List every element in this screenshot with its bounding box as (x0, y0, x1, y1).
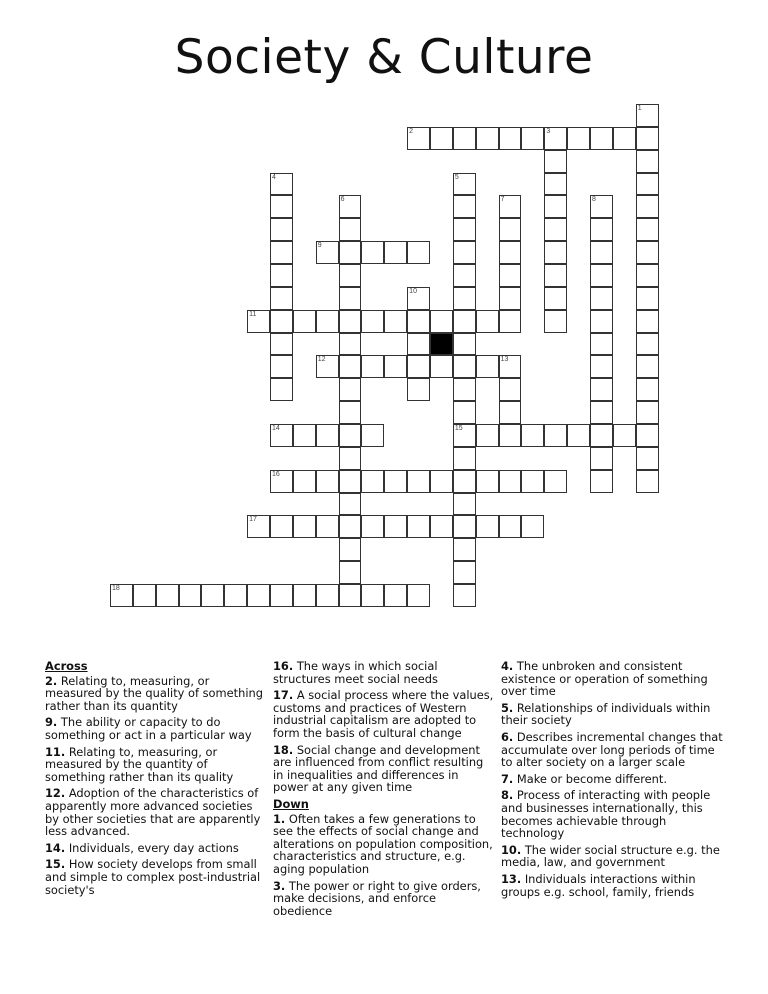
clue-number-label: 4 (272, 173, 276, 181)
grid-cell[interactable] (590, 127, 613, 150)
grid-cell[interactable] (499, 401, 522, 424)
grid-cell[interactable] (339, 287, 362, 310)
grid-cell[interactable] (407, 515, 430, 538)
grid-cell[interactable] (201, 584, 224, 607)
grid-cell[interactable] (453, 447, 476, 470)
clue-number: 8. (501, 788, 514, 803)
grid-cell[interactable] (316, 515, 339, 538)
clues-column-3 (501, 660, 723, 902)
grid-cell[interactable] (270, 173, 293, 196)
grid-cell[interactable] (453, 561, 476, 584)
grid-cell[interactable] (636, 287, 659, 310)
grid-cell[interactable] (339, 333, 362, 356)
grid-cell[interactable] (453, 401, 476, 424)
grid-cell[interactable] (499, 127, 522, 150)
grid-cell[interactable] (316, 310, 339, 333)
clues-column-1 (45, 660, 267, 900)
grid-cell[interactable] (384, 310, 407, 333)
clue-text: Social change and development are influenced from conflict resulting in inequalities and differences in power at any given time (273, 742, 484, 795)
clue-text: The unbroken and consistent existence or operation of something over time (501, 659, 708, 699)
clue-across-12 (45, 787, 267, 837)
grid-cell[interactable] (636, 218, 659, 241)
grid-cell[interactable] (270, 195, 293, 218)
clue-number-label: 12 (317, 356, 326, 364)
grid-cell[interactable] (453, 241, 476, 264)
grid-cell[interactable] (339, 355, 362, 378)
grid-cell[interactable] (499, 424, 522, 447)
clue-number: 10. (501, 842, 522, 857)
clue-text: Individuals interactions within groups e.g. school, family, friends (501, 871, 696, 899)
grid-cell[interactable] (179, 584, 202, 607)
clue-text: Make or become different. (516, 771, 667, 786)
grid-cell[interactable] (270, 310, 293, 333)
grid-cell[interactable] (430, 515, 453, 538)
grid-cell[interactable] (476, 310, 499, 333)
clue-down-5 (501, 702, 723, 727)
clue-number: 1. (273, 811, 286, 826)
grid-cell[interactable] (544, 150, 567, 173)
clue-number: 5. (501, 700, 514, 715)
grid-cell[interactable] (407, 310, 430, 333)
page-title: Society & Culture (174, 30, 594, 85)
grid-cell[interactable] (453, 470, 476, 493)
grid-cell[interactable] (316, 470, 339, 493)
grid-cell[interactable] (590, 378, 613, 401)
grid-cell[interactable] (407, 287, 430, 310)
clue-down-3 (273, 880, 495, 918)
grid-cell[interactable] (293, 584, 316, 607)
clue-number-label: 6 (340, 196, 345, 204)
grid-cell[interactable] (430, 127, 453, 150)
clue-number: 11. (45, 744, 66, 759)
clue-text: The ability or capacity to do something or act in a particular way (45, 715, 252, 742)
grid-cell[interactable] (339, 401, 362, 424)
clue-number-label: 16 (272, 470, 280, 478)
grid-cell[interactable] (453, 378, 476, 401)
clue-across-16 (273, 660, 495, 685)
grid-cell[interactable] (590, 447, 613, 470)
grid-cell[interactable] (613, 127, 636, 150)
grid-cell[interactable] (270, 218, 293, 241)
grid-cell[interactable] (339, 241, 362, 264)
clue-text: How society develops from small and simple to complex post-industrial society's (45, 857, 261, 897)
clue-text: Relating to, measuring, or measured by the quantity of something rather than its quality (45, 744, 234, 784)
grid-cell[interactable] (453, 538, 476, 561)
clue-text: Relating to, measuring, or measured by the quality of something rather than its quantity (45, 673, 263, 713)
grid-cell[interactable] (339, 264, 362, 287)
clue-text: Process of interacting with people and businesses internationally, this becomes achievable through technology (501, 788, 711, 841)
clue-number-label: 11 (249, 310, 257, 318)
grid-cell[interactable] (590, 310, 613, 333)
down-heading: Down (273, 796, 309, 811)
clue-number-label: 18 (112, 585, 120, 593)
grid-cell[interactable] (590, 218, 613, 241)
clue-number: 18. (273, 742, 294, 757)
grid-cell[interactable] (499, 218, 522, 241)
grid-cell[interactable] (339, 424, 362, 447)
clue-number-label: 17 (249, 516, 257, 524)
grid-cell[interactable] (544, 287, 567, 310)
grid-cell[interactable] (316, 584, 339, 607)
clue-number-label: 5 (454, 173, 459, 181)
clue-across-15 (45, 858, 267, 896)
grid-cell[interactable] (636, 447, 659, 470)
grid-cell[interactable] (430, 355, 453, 378)
clue-across-14 (45, 842, 267, 855)
clue-text: Describes incremental changes that accumulate over long periods of time to alter society on a larger scale (501, 729, 723, 770)
clue-across-9 (45, 716, 267, 741)
grid-cell[interactable] (590, 401, 613, 424)
grid-cell[interactable] (590, 287, 613, 310)
clue-text: The wider social structure e.g. the media, law, and government (501, 842, 720, 870)
grid-cell[interactable] (361, 241, 384, 264)
grid-cell[interactable] (636, 401, 659, 424)
clue-number: 17. (273, 688, 294, 703)
grid-cell[interactable] (476, 470, 499, 493)
grid-cell[interactable] (339, 515, 362, 538)
clue-number: 13. (501, 871, 522, 886)
grid-cell[interactable] (339, 470, 362, 493)
clue-across-17 (273, 689, 495, 739)
clue-number-label: 3 (546, 127, 551, 135)
clue-number: 2. (45, 673, 58, 688)
grid-cell[interactable] (453, 264, 476, 287)
grid-cell[interactable] (636, 470, 659, 493)
grid-cell[interactable] (499, 241, 522, 264)
grid-cell[interactable] (567, 127, 590, 150)
grid-cell[interactable] (453, 310, 476, 333)
clue-number: 3. (273, 878, 286, 893)
grid-cell[interactable] (636, 173, 659, 196)
clue-number: 6. (501, 729, 514, 744)
grid-cell[interactable] (636, 150, 659, 173)
grid-cell[interactable] (339, 584, 362, 607)
grid-cell[interactable] (544, 470, 567, 493)
grid-cell[interactable] (293, 310, 316, 333)
grid-cell[interactable] (499, 378, 522, 401)
grid-cell[interactable] (384, 470, 407, 493)
grid-cell[interactable] (544, 264, 567, 287)
grid-cell[interactable] (544, 218, 567, 241)
grid-cell[interactable] (247, 310, 270, 333)
grid-cell[interactable] (270, 584, 293, 607)
grid-cell[interactable] (384, 241, 407, 264)
clue-down-4 (501, 660, 723, 698)
clue-number-label: 13 (500, 356, 509, 364)
clue-down-7 (501, 773, 723, 786)
clue-down-10 (501, 844, 723, 869)
clue-number: 4. (501, 659, 514, 673)
grid-cell[interactable] (544, 173, 567, 196)
grid-cell[interactable] (270, 515, 293, 538)
grid-cell[interactable] (590, 264, 613, 287)
grid-cell[interactable] (636, 195, 659, 218)
grid-cell[interactable] (476, 127, 499, 150)
grid-cell[interactable] (476, 515, 499, 538)
grid-cell[interactable] (270, 264, 293, 287)
grid-cell[interactable] (567, 424, 590, 447)
grid-cell[interactable] (590, 241, 613, 264)
grid-cell[interactable] (339, 493, 362, 516)
grid-cell[interactable] (453, 195, 476, 218)
grid-cell[interactable] (590, 195, 613, 218)
grid-cell[interactable] (133, 584, 156, 607)
grid-cell[interactable] (339, 538, 362, 561)
clue-number: 16. (273, 659, 294, 673)
grid-cell[interactable] (430, 310, 453, 333)
grid-cell[interactable] (544, 241, 567, 264)
clue-number-label: 2 (409, 127, 414, 135)
grid-cell[interactable] (407, 333, 430, 356)
grid-cell[interactable] (613, 424, 636, 447)
grid-cell[interactable] (453, 493, 476, 516)
grid-cell[interactable] (544, 127, 567, 150)
grid-cell[interactable] (384, 355, 407, 378)
grid-cell[interactable] (590, 424, 613, 447)
grid-cell[interactable] (499, 515, 522, 538)
grid-cell[interactable] (384, 584, 407, 607)
grid-cell[interactable] (270, 241, 293, 264)
grid-cell[interactable] (544, 424, 567, 447)
across-heading: Across (45, 659, 88, 673)
grid-cell[interactable] (499, 287, 522, 310)
clue-number: 12. (45, 786, 66, 801)
grid-cell[interactable] (476, 355, 499, 378)
grid-cell[interactable] (361, 424, 384, 447)
clue-text: Individuals, every day actions (68, 840, 239, 855)
clue-across-18 (273, 744, 495, 794)
grid-cell[interactable] (247, 584, 270, 607)
grid-cell[interactable] (453, 173, 476, 196)
clue-text: Relationships of individuals within their society (501, 700, 711, 728)
grid-cell[interactable] (499, 355, 522, 378)
clue-down-8 (501, 789, 723, 839)
clue-text: Often takes a few generations to see the effects of social change and alterations on population composition, characteristics and structure, e.g. aging population (273, 811, 493, 876)
grid-cell[interactable] (407, 378, 430, 401)
grid-cell[interactable] (499, 310, 522, 333)
grid-cell[interactable] (224, 584, 247, 607)
grid-cell[interactable] (339, 310, 362, 333)
grid-cell[interactable] (636, 241, 659, 264)
clue-across-11 (45, 746, 267, 784)
grid-cell[interactable] (156, 584, 179, 607)
grid-cell[interactable] (384, 515, 407, 538)
grid-cell[interactable] (407, 127, 430, 150)
grid-cell[interactable] (636, 127, 659, 150)
grid-cell[interactable] (339, 195, 362, 218)
grid-cell[interactable] (476, 424, 499, 447)
grid-cell[interactable] (453, 584, 476, 607)
grid-cell[interactable] (590, 470, 613, 493)
grid-cell[interactable] (361, 515, 384, 538)
clue-number-label: 15 (454, 425, 463, 433)
clue-number-label: 7 (500, 196, 505, 204)
grid-cell[interactable] (316, 241, 339, 264)
grid-cell[interactable] (453, 424, 476, 447)
grid-cell[interactable] (636, 424, 659, 447)
clue-down-13 (501, 873, 723, 898)
grid-cell[interactable] (521, 127, 544, 150)
grid-cell[interactable] (316, 355, 339, 378)
grid-cell[interactable] (270, 424, 293, 447)
clue-number-label: 1 (637, 105, 642, 112)
black-cell (430, 333, 453, 356)
clue-text: The power or right to give orders, make decisions, and enforce obedience (273, 878, 481, 918)
clue-number: 7. (501, 771, 514, 786)
grid-cell[interactable] (636, 264, 659, 287)
grid-cell[interactable] (453, 218, 476, 241)
grid-cell[interactable] (270, 378, 293, 401)
grid-cell[interactable] (453, 515, 476, 538)
grid-cell[interactable] (636, 355, 659, 378)
grid-cell[interactable] (247, 515, 270, 538)
grid-cell[interactable] (590, 355, 613, 378)
grid-cell[interactable] (293, 424, 316, 447)
grid-cell[interactable] (590, 333, 613, 356)
clue-number: 9. (45, 715, 58, 730)
grid-cell[interactable] (636, 104, 659, 127)
grid-cell[interactable] (544, 310, 567, 333)
grid-cell[interactable] (453, 287, 476, 310)
grid-cell[interactable] (339, 218, 362, 241)
grid-cell[interactable] (270, 333, 293, 356)
grid-cell[interactable] (361, 470, 384, 493)
grid-cell[interactable] (270, 355, 293, 378)
grid-cell[interactable] (407, 241, 430, 264)
grid-cell[interactable] (407, 470, 430, 493)
grid-cell[interactable] (636, 378, 659, 401)
clue-down-6 (501, 731, 723, 769)
grid-cell[interactable] (361, 584, 384, 607)
grid-cell[interactable] (293, 515, 316, 538)
clue-text: Adoption of the characteristics of apparently more advanced societies by other societies that are apparently less advanced. (45, 786, 261, 839)
grid-cell[interactable] (270, 470, 293, 493)
grid-cell[interactable] (361, 310, 384, 333)
crossword-grid (110, 104, 659, 607)
grid-cell[interactable] (293, 470, 316, 493)
grid-cell[interactable] (499, 470, 522, 493)
grid-cell[interactable] (521, 515, 544, 538)
grid-cell[interactable] (407, 355, 430, 378)
grid-cell[interactable] (521, 424, 544, 447)
grid-cell[interactable] (499, 195, 522, 218)
grid-cell[interactable] (453, 355, 476, 378)
clue-down-1 (273, 813, 495, 876)
clues-column-2 (273, 660, 495, 921)
grid-cell[interactable] (270, 287, 293, 310)
clue-text: The ways in which social structures meet social needs (273, 659, 438, 686)
grid-cell[interactable] (316, 424, 339, 447)
clue-across-2 (45, 675, 267, 713)
grid-cell[interactable] (339, 378, 362, 401)
grid-cell[interactable] (361, 355, 384, 378)
clue-number-label: 9 (317, 242, 322, 250)
grid-cell[interactable] (339, 561, 362, 584)
clue-number: 14. (45, 840, 66, 855)
grid-cell[interactable] (453, 333, 476, 356)
grid-cell[interactable] (430, 470, 453, 493)
clue-number-label: 14 (272, 425, 280, 433)
clue-number-label: 10 (409, 287, 417, 295)
clue-number-label: 8 (592, 196, 596, 204)
grid-cell[interactable] (636, 333, 659, 356)
grid-cell[interactable] (521, 470, 544, 493)
clue-number: 15. (45, 857, 66, 872)
grid-cell[interactable] (544, 195, 567, 218)
grid-cell[interactable] (110, 584, 133, 607)
grid-cell[interactable] (636, 310, 659, 333)
grid-cell[interactable] (453, 127, 476, 150)
clue-text: A social process where the values, customs and practices of Western industrial capitalism are adopted to form the basis of cultural change (273, 688, 494, 740)
grid-cell[interactable] (339, 447, 362, 470)
grid-cell[interactable] (499, 264, 522, 287)
grid-cell[interactable] (407, 584, 430, 607)
